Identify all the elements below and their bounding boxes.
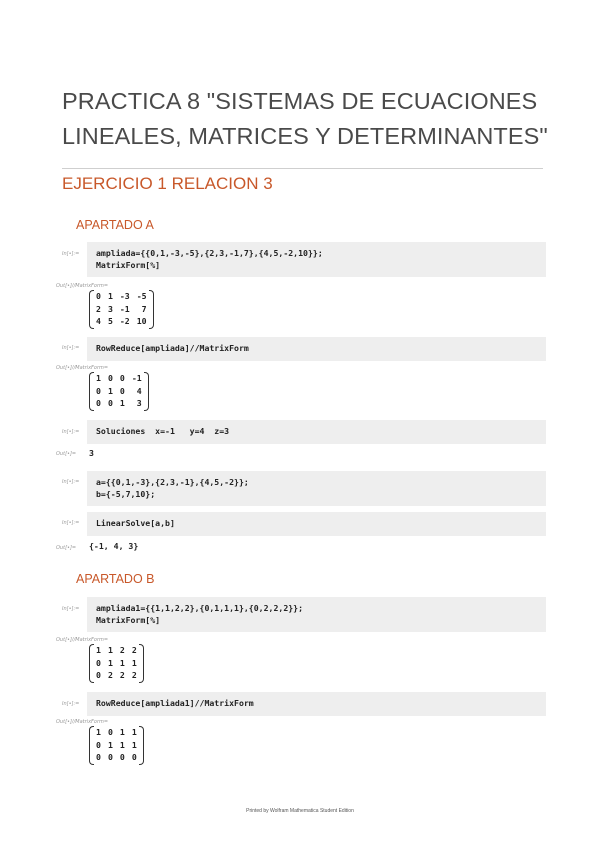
matrix-cell: 0 — [96, 291, 101, 301]
input-code[interactable]: ampliada={{0,1,-3,-5},{2,3,-1,7},{4,5,-2,10}}; MatrixForm[%] — [96, 248, 323, 270]
matrix-cell: -1 — [119, 303, 130, 314]
matrix-cell: 0 — [119, 385, 125, 396]
matrix-cell: 1 — [119, 657, 125, 668]
output-matrix-2 — [89, 372, 149, 411]
section-heading: EJERCICIO 1 RELACION 3 — [62, 174, 273, 193]
input-label: In[•]:= — [62, 251, 80, 257]
matrix-cell: 1 — [107, 291, 113, 301]
input-cell-1[interactable] — [87, 242, 546, 277]
matrix-cell: 2 — [119, 670, 125, 680]
matrix-cell: 1 — [107, 385, 113, 396]
subsection-a-heading: APARTADO A — [76, 218, 154, 232]
matrix-cell: 1 — [131, 727, 137, 737]
output-matrix-7 — [89, 726, 144, 765]
input-code[interactable]: LinearSolve[a,b] — [96, 518, 175, 528]
matrix-cell: 2 — [131, 670, 137, 680]
matrix-cell: 7 — [141, 303, 147, 314]
output-matrix-1 — [89, 290, 154, 329]
matrix-cell: -1 — [131, 373, 142, 383]
output-label: Out[•]//MatrixForm= — [56, 719, 109, 725]
matrix-cell: 0 — [131, 752, 137, 762]
matrix-cell: 0 — [107, 727, 113, 737]
output-label: Out[•]= — [56, 545, 77, 551]
matrix-cell: -3 — [119, 291, 130, 301]
matrix-grid — [94, 290, 149, 329]
matrix-cell: 3 — [107, 303, 113, 314]
right-bracket — [139, 644, 144, 683]
matrix-cell: -2 — [119, 316, 130, 326]
input-label: In[•]:= — [62, 701, 80, 707]
input-code[interactable]: Soluciones x=-1 y=4 z=3 — [96, 426, 230, 436]
subsection-b-heading: APARTADO B — [76, 572, 155, 586]
matrix-cell: 0 — [96, 398, 101, 408]
right-bracket — [139, 726, 144, 765]
output-label: Out[•]//MatrixForm= — [56, 637, 109, 643]
matrix-cell: 0 — [119, 752, 125, 762]
input-cell-6[interactable] — [87, 597, 546, 632]
matrix-grid — [94, 644, 139, 683]
input-label: In[•]:= — [62, 520, 80, 526]
matrix-cell: 3 — [136, 398, 142, 408]
input-code[interactable]: ampliada1={{1,1,2,2},{0,1,1,1},{0,2,2,2}}; MatrixForm[%] — [96, 603, 304, 625]
input-code[interactable]: RowReduce[ampliada1]//MatrixForm — [96, 698, 254, 708]
output-matrix-6 — [89, 644, 144, 683]
matrix-cell: 0 — [96, 657, 101, 668]
matrix-cell: 4 — [96, 316, 101, 326]
input-code[interactable]: RowReduce[ampliada]//MatrixForm — [96, 343, 249, 353]
input-label: In[•]:= — [62, 606, 80, 612]
input-cell-5[interactable] — [87, 512, 546, 536]
matrix-cell: 4 — [136, 385, 142, 396]
matrix-cell: 2 — [96, 303, 101, 314]
input-cell-4[interactable] — [87, 471, 546, 506]
matrix-cell: 0 — [119, 373, 125, 383]
matrix-cell: 1 — [119, 739, 125, 750]
page-footer: Printed by Wolfram Mathematica Student Edition — [246, 808, 354, 814]
output-label: Out[•]//MatrixForm= — [56, 365, 109, 371]
matrix-cell: 1 — [119, 398, 125, 408]
title-line-2: LINEALES, MATRICES Y DETERMINANTES" — [62, 123, 548, 149]
matrix-cell: 0 — [107, 373, 113, 383]
input-label: In[•]:= — [62, 345, 80, 351]
matrix-cell: -5 — [136, 291, 147, 301]
matrix-cell: 1 — [107, 657, 113, 668]
matrix-cell: 0 — [96, 670, 101, 680]
input-cell-7[interactable] — [87, 692, 546, 716]
matrix-cell: 1 — [131, 657, 137, 668]
matrix-cell: 1 — [107, 645, 113, 655]
input-label: In[•]:= — [62, 479, 80, 485]
matrix-cell: 0 — [107, 752, 113, 762]
matrix-cell: 0 — [107, 398, 113, 408]
matrix-cell: 1 — [131, 739, 137, 750]
output-value-5: {-1, 4, 3} — [89, 541, 139, 551]
matrix-cell: 1 — [119, 727, 125, 737]
matrix-cell: 1 — [96, 645, 101, 655]
matrix-cell: 0 — [96, 385, 101, 396]
matrix-cell: 0 — [96, 739, 101, 750]
input-code[interactable]: a={{0,1,-3},{2,3,-1},{4,5,-2}}; b={-5,7,10}; — [96, 477, 249, 499]
matrix-cell: 10 — [136, 316, 147, 326]
title-divider — [62, 168, 543, 169]
matrix-grid — [94, 726, 139, 765]
matrix-cell: 2 — [131, 645, 137, 655]
output-label: Out[•]//MatrixForm= — [56, 283, 109, 289]
input-label: In[•]:= — [62, 429, 80, 435]
matrix-cell: 1 — [96, 727, 101, 737]
input-cell-2[interactable] — [87, 337, 546, 361]
matrix-cell: 2 — [107, 670, 113, 680]
matrix-cell: 0 — [96, 752, 101, 762]
output-value-3: 3 — [89, 448, 94, 458]
right-bracket — [149, 290, 154, 329]
input-cell-3[interactable] — [87, 420, 546, 444]
matrix-cell: 2 — [119, 645, 125, 655]
matrix-cell: 1 — [96, 373, 101, 383]
matrix-cell: 5 — [107, 316, 113, 326]
title-line-1: PRACTICA 8 "SISTEMAS DE ECUACIONES — [62, 88, 538, 114]
matrix-grid — [94, 372, 144, 411]
output-label: Out[•]= — [56, 451, 77, 457]
right-bracket — [144, 372, 149, 411]
document-title — [62, 84, 548, 154]
matrix-cell: 1 — [107, 739, 113, 750]
